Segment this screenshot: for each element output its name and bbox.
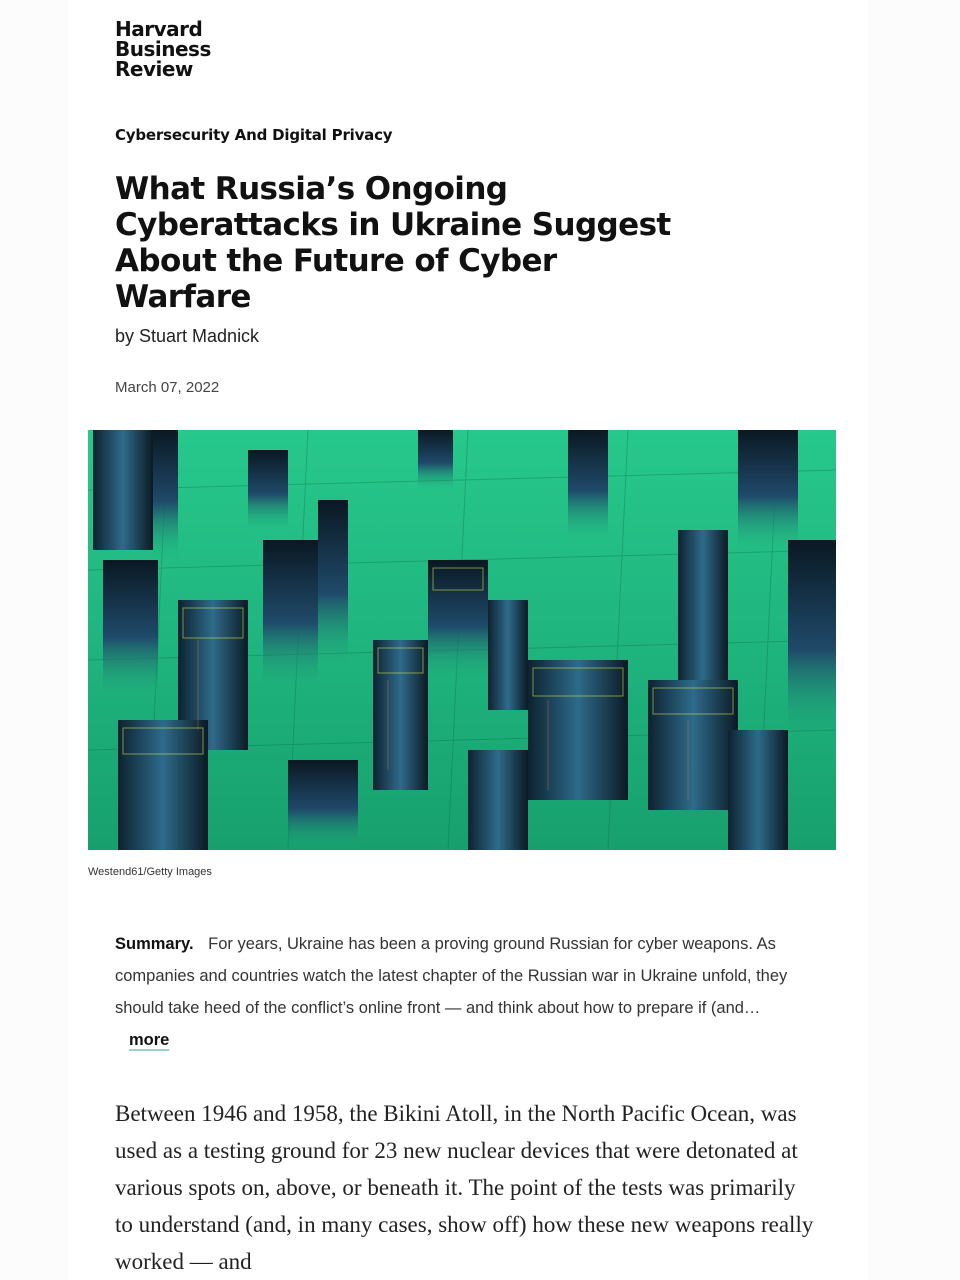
logo-line-3: Review [115, 57, 193, 81]
topic-link[interactable]: Cybersecurity And Digital Privacy [115, 126, 393, 144]
cyber-city-illustration [88, 430, 836, 850]
more-link[interactable]: more [129, 1031, 170, 1049]
body-paragraph: Between 1946 and 1958, the Bikini Atoll, in the North Pacific Ocean, was used as a testing ground for 23 new nuclear devices that were detonated at various spots on, above, or beneath it. The point of the tests was primarily to understand (and, in many cases, show off) how these new weapons really worked — and [115, 1101, 814, 1274]
hero-image [88, 430, 836, 850]
hbr-logo[interactable] [115, 19, 211, 79]
logo-line-1: Harvard [115, 17, 203, 41]
image-credit: Westend61/Getty Images [88, 866, 212, 878]
article-title: What Russia’s Ongoing Cyberattacks in Ukraine Suggest About the Future of Cyber Warfare [115, 171, 671, 315]
article-summary [115, 928, 815, 1056]
summary-text: For years, Ukraine has been a proving ground Russian for cyber weapons. As companies and countries watch the latest chapter of the Russian war in Ukraine unfold, they should take heed of the conflict’s online front — and think about how to prepare if (and… [115, 935, 788, 1017]
logo-line-2: Business [115, 37, 211, 61]
summary-label: Summary. [115, 935, 194, 953]
publish-date: March 07, 2022 [115, 379, 220, 396]
byline[interactable]: by Stuart Madnick [115, 326, 260, 346]
